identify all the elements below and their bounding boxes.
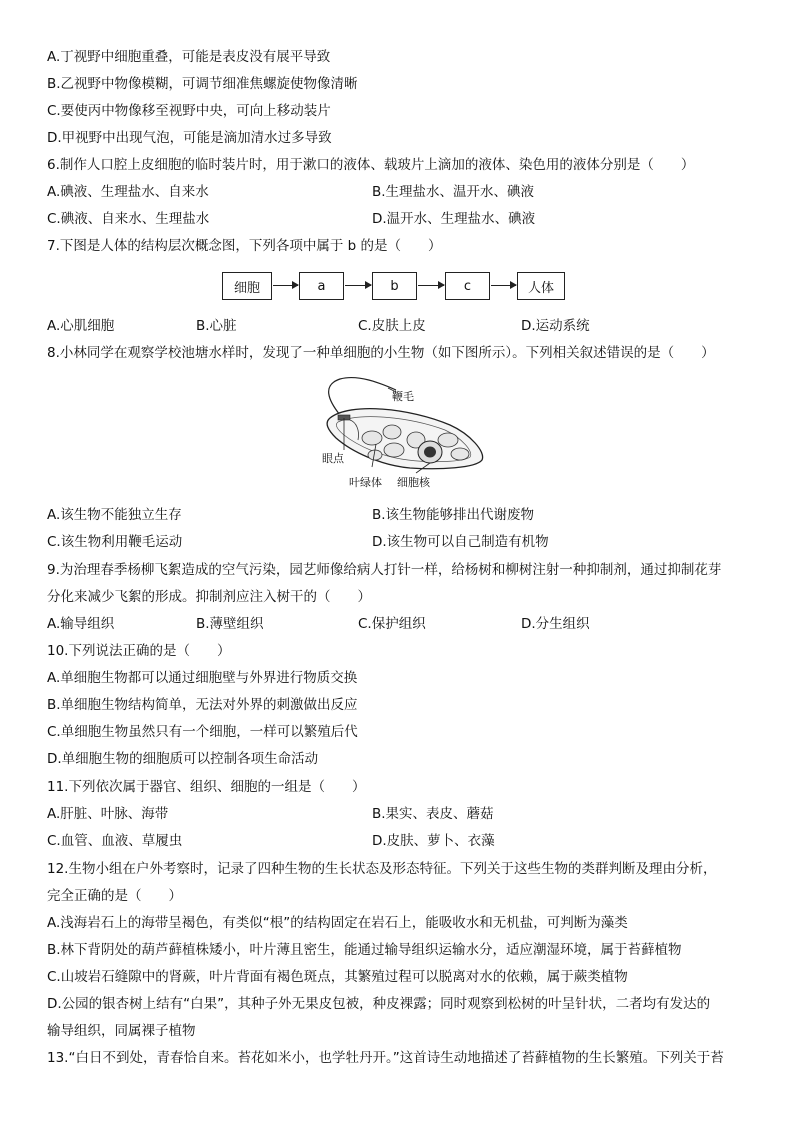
q6-option-a: A.碘液、生理盐水、自来水 (47, 184, 209, 200)
flow-arrow (273, 285, 298, 286)
flow-arrow (345, 285, 371, 286)
q11-stem: 11.下列依次属于器官、组织、细胞的一组是（ ） (47, 779, 366, 795)
q10-option-d: D.单细胞生物的细胞质可以控制各项生命活动 (47, 751, 319, 767)
q5-option-d: D.甲视野中出现气泡，可能是滴加清水过多导致 (47, 130, 332, 146)
q10-stem: 10.下列说法正确的是（ ） (47, 643, 231, 659)
q9-stem-line2: 分化来减少飞絮的形成。抑制剂应注入树干的（ ） (47, 589, 371, 605)
q11-option-b: B.果实、表皮、蘑菇 (372, 806, 494, 822)
label-nucleus: 细胞核 (397, 476, 430, 489)
q12-option-a: A.浅海岩石上的海带呈褐色，有类似“根”的结构固定在岩石上，能吸收水和无机盐，可判断为藻类 (47, 915, 628, 931)
q12-option-d-line1: D.公园的银杏树上结有“白果”，其种子外无果皮包被，种皮裸露；同时观察到松树的叶呈针状，二者均有发达的 (47, 996, 711, 1012)
flow-arrow (418, 285, 444, 286)
flow-box-human: 人体 (517, 272, 565, 300)
flow-box-a: a (299, 272, 344, 300)
q5-option-b: B.乙视野中物像模糊，可调节细准焦螺旋使物像清晰 (47, 76, 358, 92)
q10-option-a: A.单细胞生物都可以通过细胞壁与外界进行物质交换 (47, 670, 358, 686)
q6-option-d: D.温开水、生理盐水、碘液 (372, 211, 536, 227)
q6-stem: 6.制作人口腔上皮细胞的临时装片时，用于漱口的液体、载玻片上滴加的液体、染色用的液体分别是（ ） (47, 157, 695, 173)
q11-option-d: D.皮肤、萝卜、衣藻 (372, 833, 495, 849)
label-chloroplast: 叶绿体 (349, 476, 382, 489)
q5-option-a: A.丁视野中细胞重叠，可能是表皮没有展平导致 (47, 49, 331, 65)
q12-stem-line2: 完全正确的是（ ） (47, 888, 182, 904)
q6-option-b: B.生理盐水、温开水、碘液 (372, 184, 535, 200)
flow-box-cell: 细胞 (222, 272, 272, 300)
label-eyespot: 眼点 (322, 452, 344, 465)
q7-stem: 7.下图是人体的结构层次概念图，下列各项中属于 b 的是（ ） (47, 238, 442, 254)
q12-option-c: C.山坡岩石缝隙中的肾蕨，叶片背面有褐色斑点，其繁殖过程可以脱离对水的依赖，属于蕨类植物 (47, 969, 628, 985)
flow-arrow (491, 285, 516, 286)
flow-box-b: b (372, 272, 417, 300)
q7-option-b: B.心脏 (196, 318, 237, 334)
q9-stem-line1: 9.为治理春季杨柳飞絮造成的空气污染，园艺师像给病人打针一样，给杨树和柳树注射一种抑制剂，通过抑制花芽 (47, 562, 722, 578)
q7-option-d: D.运动系统 (521, 318, 590, 334)
q12-stem-line1: 12.生物小组在户外考察时，记录了四种生物的生长状态及形态特征。下列关于这些生物的类群判断及理由分析， (47, 861, 717, 877)
q9-option-c: C.保护组织 (358, 616, 426, 632)
q7-option-a: A.心肌细胞 (47, 318, 115, 334)
q8-option-c: C.该生物利用鞭毛运动 (47, 534, 183, 550)
q5-option-c: C.要使丙中物像移至视野中央，可向上移动装片 (47, 103, 331, 119)
q6-option-c: C.碘液、自来水、生理盐水 (47, 211, 210, 227)
q13-stem: 13.“白日不到处，青春恰自来。苔花如米小，也学牡丹开。”这首诗生动地描述了苔藓植物的生长繁殖。下列关于苔 (47, 1050, 724, 1066)
q12-option-b: B.林下背阴处的葫芦藓植株矮小，叶片薄且密生，能通过输导组织运输水分，适应潮湿环境，属于苔藓植物 (47, 942, 682, 958)
q9-option-b: B.薄壁组织 (196, 616, 264, 632)
q9-option-d: D.分生组织 (521, 616, 590, 632)
q10-option-c: C.单细胞生物虽然只有一个细胞，一样可以繁殖后代 (47, 724, 358, 740)
q8-stem: 8.小林同学在观察学校池塘水样时，发现了一种单细胞的小生物（如下图所示）。下列相关叙述错误的是（ ） (47, 345, 715, 361)
q7-option-c: C.皮肤上皮 (358, 318, 426, 334)
flow-box-c: c (445, 272, 490, 300)
label-flagellum: 鞭毛 (392, 390, 414, 403)
q11-option-c: C.血管、血液、草履虫 (47, 833, 183, 849)
q11-option-a: A.肝脏、叶脉、海带 (47, 806, 169, 822)
q9-option-a: A.输导组织 (47, 616, 115, 632)
q10-option-b: B.单细胞生物结构简单，无法对外界的刺激做出反应 (47, 697, 358, 713)
q8-option-b: B.该生物能够排出代谢废物 (372, 507, 535, 523)
q8-option-a: A.该生物不能独立生存 (47, 507, 182, 523)
q8-option-d: D.该生物可以自己制造有机物 (372, 534, 549, 550)
q12-option-d-line2: 输导组织，同属裸子植物 (47, 1023, 196, 1039)
